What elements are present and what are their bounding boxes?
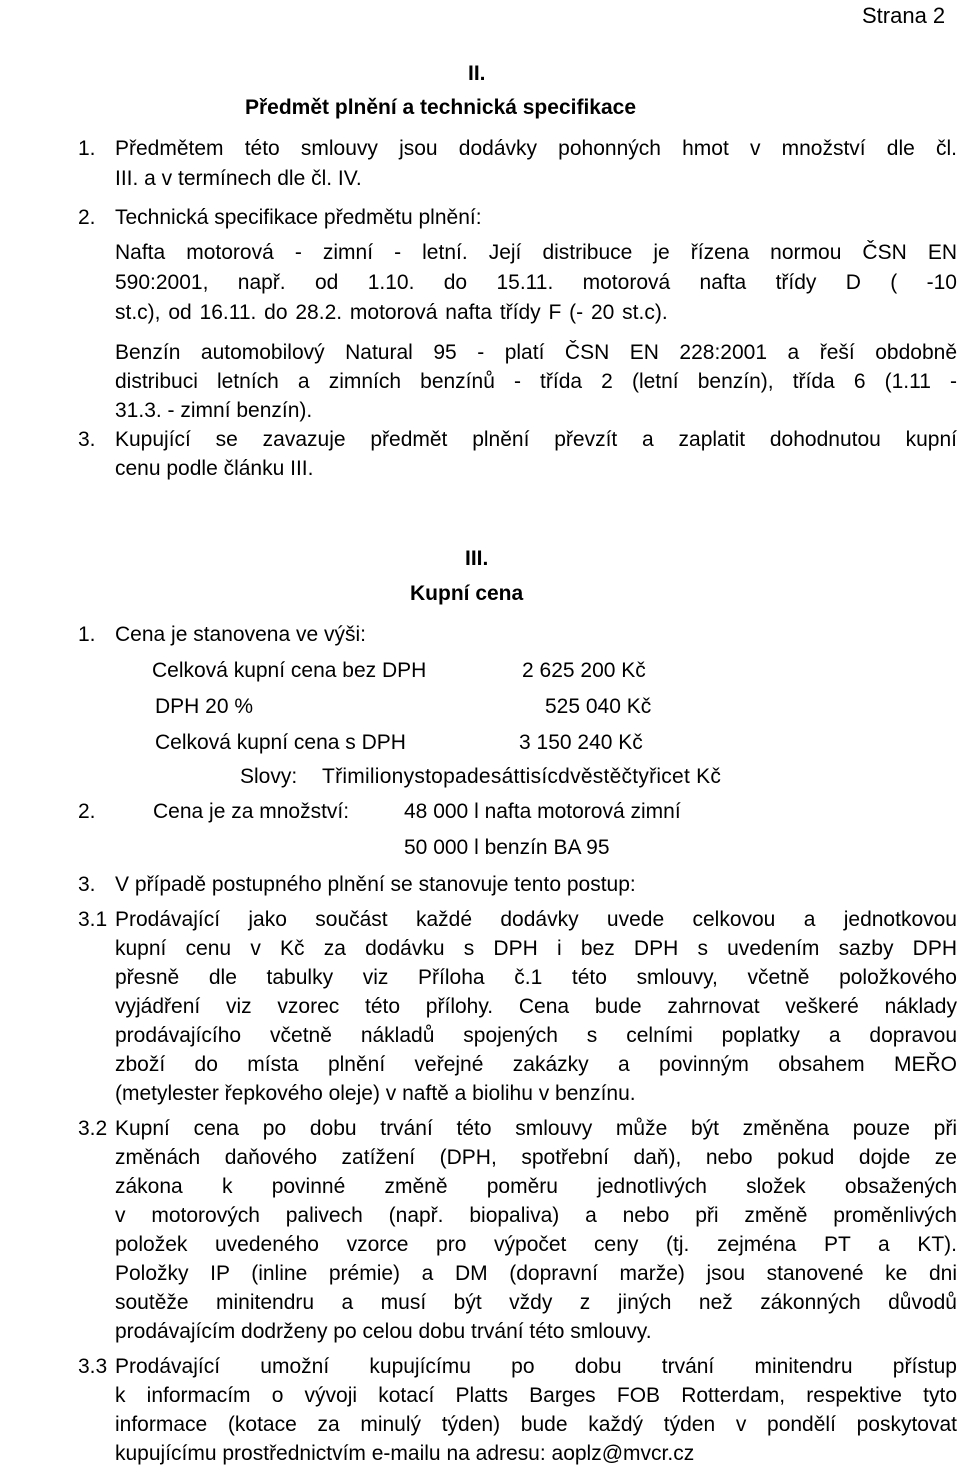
paragraph-line: (metylester řepkového oleje) v naftě a biolihu v benzínu. [115, 1082, 636, 1105]
paragraph-line: distribuci letních a zimních benzínů - třída 2 (letní benzín), třída 6 (1.11 - [115, 370, 957, 393]
item-heading: Technická specifikace předmětu plnění: [115, 206, 482, 229]
item-number: 1. [78, 623, 96, 646]
section-roman-numeral: III. [465, 547, 489, 570]
price-value-with-vat: 3 150 240 Kč [519, 731, 643, 754]
paragraph-line: cenu podle článku III. [115, 457, 314, 480]
paragraph-line: zákona k povinné změně poměru jednotlivých složek obsažených [115, 1175, 957, 1198]
paragraph-line: kupujícímu prostřednictvím e-mailu na adresu: aoplz@mvcr.cz [115, 1442, 695, 1465]
paragraph-line: st.c), od 16.11. do 28.2. motorová nafta třídy F (- 20 st.c). [115, 301, 668, 324]
paragraph-line: Prodávající jako součást každé dodávky uvede celkovou a jednotkovou [115, 908, 957, 931]
item-text: V případě postupného plnění se stanovuje tento postup: [115, 873, 636, 896]
quantity-diesel: 48 000 l nafta motorová zimní [404, 800, 681, 823]
paragraph-line: k informacím o vývoji kotací Platts Barges FOB Rotterdam, respektive tyto [115, 1384, 957, 1407]
paragraph-line: Benzín automobilový Natural 95 - platí ČSN EN 228:2001 a řeší obdobně [115, 341, 957, 364]
item-number: 3. [78, 428, 96, 451]
subitem-number: 3.2 [78, 1117, 108, 1140]
price-label-with-vat: Celková kupní cena s DPH [155, 731, 406, 754]
paragraph-line: Předmětem této smlouvy jsou dodávky pohonných hmot v množství dle čl. [115, 137, 957, 160]
price-value-without-vat: 2 625 200 Kč [522, 659, 646, 682]
paragraph-line: informace (kotace za minulý týden) bude každý týden v pondělí poskytovat [115, 1413, 957, 1436]
item-number: 3. [78, 873, 96, 896]
subitem-number: 3.3 [78, 1355, 108, 1378]
paragraph-line: vyjádření viz vzorec této přílohy. Cena bude zahrnovat veškeré náklady [115, 995, 957, 1018]
paragraph-line: zboží do místa plnění veřejné zakázky a povinným obsahem MEŘO [115, 1053, 957, 1076]
paragraph-line: změnách daňového zatížení (DPH, spotřební daň), nebo pokud dojde ze [115, 1146, 957, 1169]
price-label-without-vat: Celková kupní cena bez DPH [152, 659, 427, 682]
words-value: Třimilionystopadesáttisícdvěstěčtyřicet Kč [322, 765, 722, 788]
paragraph-line: položek uvedeného vzorce pro výpočet ceny (tj. zejména PT a KT). [115, 1233, 957, 1256]
paragraph-line: Prodávající umožní kupujícímu po dobu trvání minitendru přístup [115, 1355, 957, 1378]
page-number-label: Strana 2 [862, 3, 946, 28]
item-number: 2. [78, 206, 96, 229]
item-text: Cena je stanovena ve výši: [115, 623, 366, 646]
paragraph-line: Nafta motorová - zimní - letní. Její distribuce je řízena normou ČSN EN [115, 241, 957, 264]
paragraph-line: kupní cenu v Kč za dodávku s DPH i bez DPH s uvedením sazby DPH [115, 937, 957, 960]
paragraph-line: Kupující se zavazuje předmět plnění převzít a zaplatit dohodnutou kupní [115, 428, 957, 451]
subitem-number: 3.1 [78, 908, 108, 931]
words-label: Slovy: [240, 765, 298, 788]
vat-value: 525 040 Kč [545, 695, 652, 718]
paragraph-line: 590:2001, např. od 1.10. do 15.11. motorová nafta třídy D ( -10 [115, 271, 957, 294]
quantity-petrol: 50 000 l benzín BA 95 [404, 836, 610, 859]
paragraph-line: 31.3. - zimní benzín). [115, 399, 313, 422]
quantity-label: Cena je za množství: [153, 800, 350, 823]
paragraph-line: Položky IP (inline prémie) a DM (dopravní marže) jsou stanovené ke dni [115, 1262, 957, 1285]
paragraph-line: prodávajícím dodrženy po celou dobu trvání této smlouvy. [115, 1320, 652, 1343]
item-number: 2. [78, 800, 96, 823]
paragraph-line: soutěže minitendru a musí být vždy z jiných než zákonných důvodů [115, 1291, 957, 1314]
paragraph-line: v motorových palivech (např. biopaliva) a nebo při změně proměnlivých [115, 1204, 957, 1227]
section-roman-numeral: II. [468, 62, 486, 85]
section-title: Předmět plnění a technická specifikace [245, 96, 637, 119]
paragraph-line: přesně dle tabulky viz Příloha č.1 této smlouvy, včetně položkového [115, 966, 957, 989]
item-number: 1. [78, 137, 96, 160]
paragraph-line: prodávajícího včetně nákladů spojených s celními poplatky a dopravou [115, 1024, 957, 1047]
paragraph-line: Kupní cena po dobu trvání této smlouvy může být změněna pouze při [115, 1117, 957, 1140]
section-title: Kupní cena [410, 582, 524, 605]
vat-label: DPH 20 % [155, 695, 254, 718]
paragraph-line: III. a v termínech dle čl. IV. [115, 167, 362, 190]
